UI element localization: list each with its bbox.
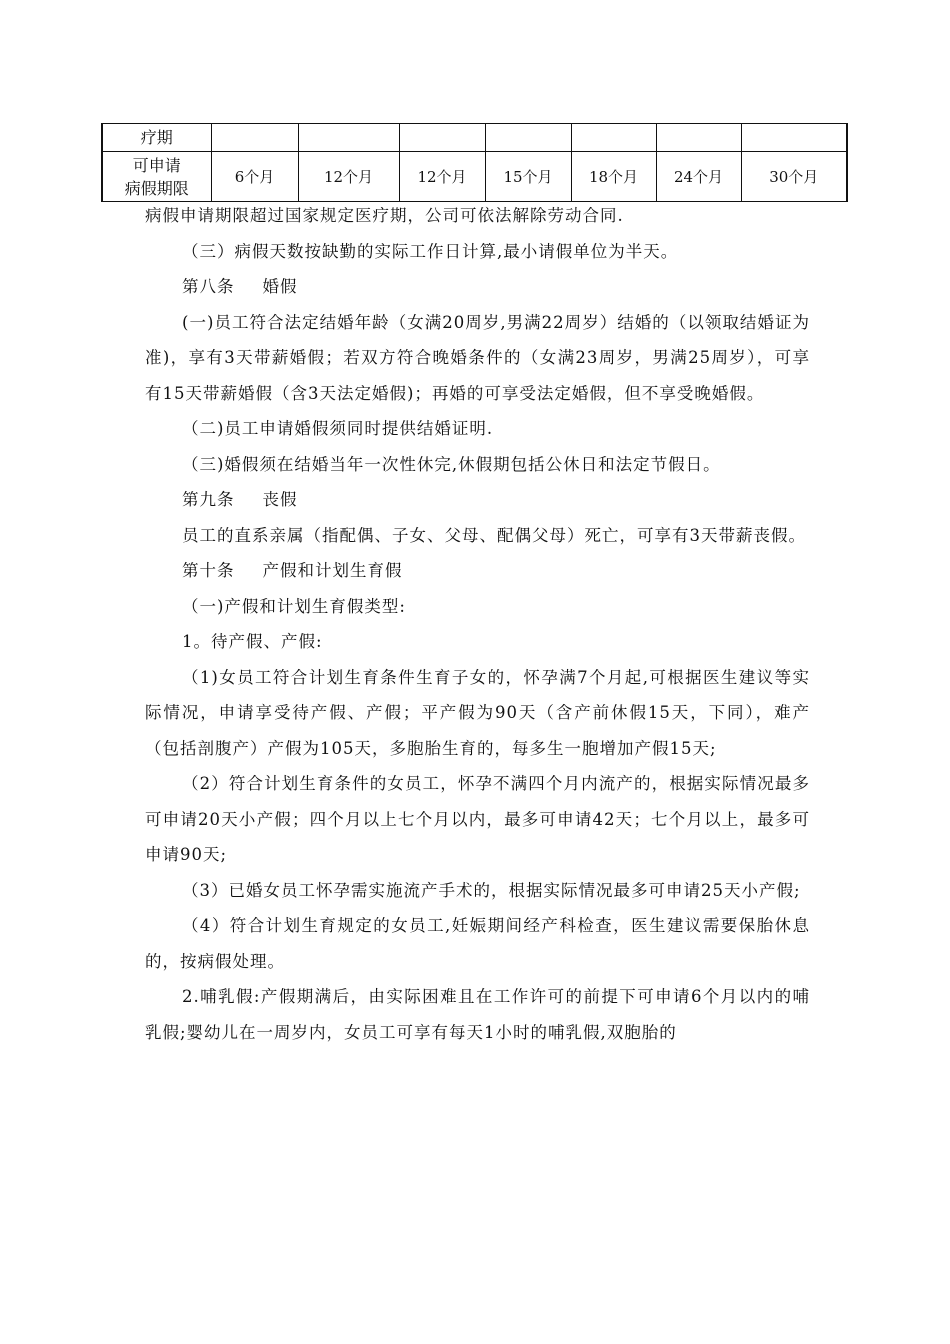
table-cell: 30个月 <box>741 152 847 202</box>
table-row <box>102 124 847 152</box>
paragraph: （3）已婚女员工怀孕需实施流产手术的，根据实际情况最多可申请25天小产假; <box>182 880 801 900</box>
row-label-sick-leave-limit <box>102 152 211 202</box>
paragraph: （三)婚假须在结婚当年一次性休完,休假期包括公休日和法定节假日。 <box>182 454 721 474</box>
row-label-line: 病假期限 <box>124 178 189 198</box>
paragraph: (一)员工符合法定结婚年龄（女满20周岁,男满22周岁）结婚的（以领取结婚证为准)，享有3天带薪婚假；若双方符合晚婚条件的（女满23周岁，男满25周岁），可享有15天带薪婚假（含3天法定婚假)；再婚的可享受法定婚假，但不享受晚婚假。 <box>145 312 810 403</box>
paragraph: （三）病假天数按缺勤的实际工作日计算,最小请假单位为半天。 <box>182 241 679 261</box>
table-cell: 18个月 <box>571 152 656 202</box>
paragraph: 病假申请期限超过国家规定医疗期，公司可依法解除劳动合同. <box>145 206 624 225</box>
row-label-medical-period: 疗期 <box>102 124 211 152</box>
article-number: 第九条 <box>182 490 235 509</box>
paragraph: 员工的直系亲属（指配偶、子女、父母、配偶父母）死亡，可享有3天带薪丧假。 <box>182 525 806 545</box>
article-number: 第十条 <box>182 561 235 580</box>
paragraph: （1)女员工符合计划生育条件生育子女的，怀孕满7个月起,可根据医生建议等实际情况，申请享受待产假、产假；平产假为90天（含产前休假15天，下同），难产（包括剖腹产）产假为105天，多胞胎生育的，每多生一胞增加产假15天; <box>145 667 810 758</box>
table-cell: 6个月 <box>211 152 298 202</box>
table-cell <box>298 124 399 152</box>
table-cell: 15个月 <box>485 152 571 202</box>
paragraph: （2）符合计划生育条件的女员工，怀孕不满四个月内流产的，根据实际情况最多可申请20天小产假；四个月以上七个月以内，最多可申请42天；七个月以上，最多可申请90天; <box>145 774 810 864</box>
table-cell <box>741 124 847 152</box>
article-heading <box>145 482 810 518</box>
table-cell <box>211 124 298 152</box>
paragraph: 1。待产假、产假: <box>182 632 323 651</box>
article-number: 第八条 <box>182 277 235 296</box>
table-cell: 12个月 <box>298 152 399 202</box>
article-title: 丧假 <box>262 490 298 509</box>
article-heading <box>145 553 810 589</box>
table-cell <box>485 124 571 152</box>
paragraph: （二)员工申请婚假须同时提供结婚证明. <box>182 419 494 438</box>
article-heading <box>145 269 810 305</box>
row-label-line: 可申请 <box>132 155 181 175</box>
paragraph: 2.哺乳假:产假期满后，由实际困难且在工作许可的前提下可申请6个月以内的哺乳假;婴幼儿在一周岁内，女员工可享有每天1小时的哺乳假,双胞胎的 <box>145 987 810 1042</box>
table-row <box>102 152 847 202</box>
table-cell <box>571 124 656 152</box>
sick-leave-table <box>101 123 848 202</box>
paragraph: （4）符合计划生育规定的女员工,妊娠期间经产科检查，医生建议需要保胎休息的，按病假处理。 <box>145 916 810 971</box>
table-cell <box>399 124 485 152</box>
table-cell: 24个月 <box>656 152 741 202</box>
table-cell: 12个月 <box>399 152 485 202</box>
paragraph: （一)产假和计划生育假类型: <box>182 596 406 616</box>
table-cell <box>656 124 741 152</box>
document-body <box>145 198 810 1050</box>
article-title: 产假和计划生育假 <box>262 561 403 580</box>
article-title: 婚假 <box>262 277 298 296</box>
